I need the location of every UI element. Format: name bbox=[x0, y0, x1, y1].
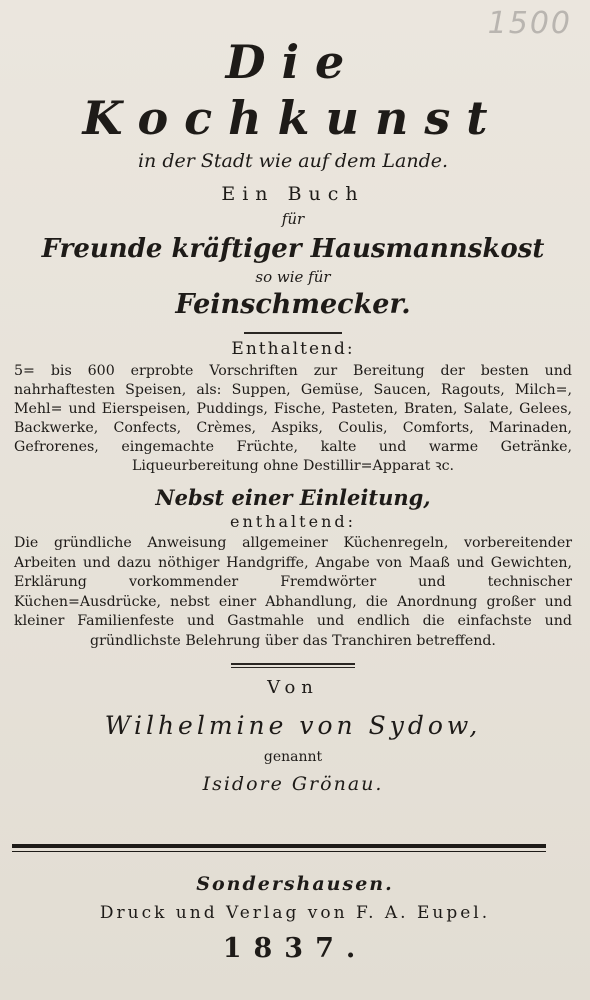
contents-heading: Enthaltend: bbox=[231, 339, 355, 359]
intro-subheading: enthaltend: bbox=[230, 512, 356, 531]
contents-paragraph: 5= bis 600 erprobte Vorschriften zur Bereitung der besten und nahrhaftesten Speisen, als: Suppen, Gemüse, Saucen, Ragouts, Milch=, Mehl= und Eierspeisen, Puddings, Fische, Pasteten, Braten, Salate, Gelees, Backwerke, Confects, Crèmes, Aspiks, Coulis, Comforts, Marinaden, Gefrorenes, eingemachte Früchte, kalte und warme Getränke, Liqueurbereitung ohne Destillir=Apparat ꝛc. bbox=[14, 363, 572, 474]
imprint-publisher: Druck und Verlag von F. A. Eupel. bbox=[99, 903, 491, 923]
genannt-line: genannt bbox=[263, 749, 323, 765]
divider-short bbox=[244, 332, 342, 334]
imprint-year: 1837. bbox=[222, 933, 368, 964]
imprint-place: Sondershausen. bbox=[196, 873, 394, 895]
pseudonym: Isidore Grönau. bbox=[202, 773, 384, 795]
audience-line-2: Feinschmecker. bbox=[175, 289, 411, 320]
so-wie-fuer-line: so wie für bbox=[255, 268, 331, 286]
divider-double bbox=[231, 663, 355, 668]
audience-line-1: Freunde kräftiger Hausmannskost bbox=[41, 234, 545, 264]
margin-note: 1500 bbox=[487, 6, 572, 41]
book-title: Die Kochkunst bbox=[82, 35, 504, 145]
von-line: Von bbox=[267, 677, 319, 698]
fuer-line: für bbox=[281, 210, 305, 228]
book-line: Ein Buch bbox=[221, 183, 365, 205]
author-name: Wilhelmine von Sydow, bbox=[104, 711, 482, 740]
intro-heading: Nebst einer Einleitung, bbox=[155, 485, 431, 510]
divider-long bbox=[12, 844, 546, 852]
intro-paragraph: Die gründliche Anweisung allgemeiner Küchenregeln, vorbereitender Arbeiten und dazu nöthiger Handgriffe, Angabe von Maaß und Gewichten, Erklärung vorkommender Fremdwörter und technischer Küchen=Ausdrücke, nebst einer Abhandlung, die Anordnung großer und kleiner Familienfeste und Gastmahle und endlich die einfachste und gründlichste Belehrung über das Tranchiren betreffend. bbox=[14, 535, 572, 649]
subtitle: in der Stadt wie auf dem Lande. bbox=[137, 150, 449, 172]
